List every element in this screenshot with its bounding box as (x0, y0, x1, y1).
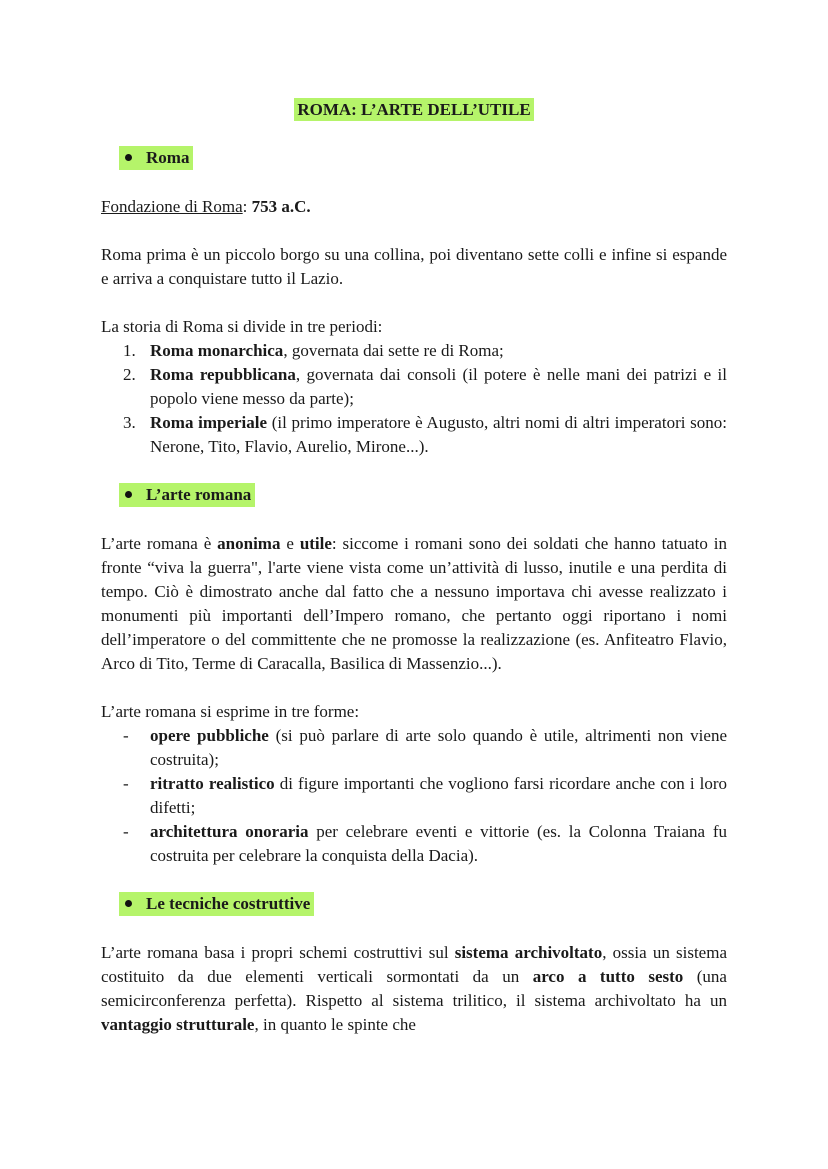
text-run: di figure importanti che vogliono farsi ricordare anche con i loro difetti; (150, 774, 727, 817)
bold-text: Roma repubblicana (150, 365, 296, 384)
text-run: per celebrare eventi e vittorie (es. la Colonna Traiana fu costruita per celebrare la conquista della Dacia). (150, 822, 727, 865)
text-run: (il primo imperatore è Augusto, altri nomi di altri imperatori sono: Nerone, Tito, Flavio, Aurelio, Mirone...). (150, 413, 727, 456)
section-heading-tecniche-costruttive: Le tecniche costruttive (119, 892, 727, 916)
list-item (101, 411, 727, 459)
list-marker: - (123, 726, 129, 745)
paragraph (101, 243, 727, 291)
foundation-label: Fondazione di Roma (101, 197, 243, 216)
periods-list (101, 339, 727, 459)
list-marker: - (123, 822, 129, 841)
bold-text: architettura onoraria (150, 822, 309, 841)
bullet-icon (125, 154, 132, 161)
document-title: ROMA: L’ARTE DELL’UTILE (101, 98, 727, 122)
text-run: , ossia un sistema costituito da due elementi verticali sormontati da un (101, 943, 727, 986)
bullet-icon (125, 900, 132, 907)
forms-list (101, 724, 727, 868)
bullet-icon (125, 491, 132, 498)
bold-text: utile (299, 534, 332, 553)
text-run: , in quanto le spinte che (254, 1015, 416, 1034)
list-item (101, 339, 727, 363)
bold-text: vantaggio strutturale (101, 1015, 255, 1034)
list-marker: 1. (123, 341, 136, 360)
text-run: e (280, 534, 300, 553)
bold-text: Roma imperiale (150, 413, 268, 432)
paragraph (101, 941, 727, 1037)
text-run: La storia di Roma si divide in tre periodi: (101, 317, 383, 336)
text-run: Roma prima è un piccolo borgo su una collina, poi diventano sette colli e infine si espande e arriva a conquistare tutto il Lazio. (101, 245, 727, 288)
text-run: L’arte romana basa i propri schemi costruttivi sul (101, 943, 455, 962)
list-marker: 2. (123, 365, 136, 384)
list-item (101, 820, 727, 868)
section-heading-roma: Roma (119, 146, 727, 170)
paragraph (101, 532, 727, 676)
foundation-date: 753 a.C. (251, 197, 311, 216)
list-marker: - (123, 774, 129, 793)
list-intro (101, 700, 727, 724)
bold-text: anonima (217, 534, 281, 553)
text-run: L’arte romana si esprime in tre forme: (101, 702, 360, 721)
bold-text: sistema archivoltato (454, 943, 603, 962)
list-item (101, 724, 727, 772)
text-run: L’arte romana è (101, 534, 218, 553)
foundation-line: Fondazione di Roma: 753 a.C. (101, 197, 311, 216)
text-run: , governata dai consoli (il potere è nelle mani dei patrizi e il popolo viene messo da parte); (150, 365, 727, 408)
bold-text: opere pubbliche (150, 726, 269, 745)
section-heading-arte-romana: L’arte romana (119, 483, 727, 507)
list-marker: 3. (123, 413, 136, 432)
list-item (101, 363, 727, 411)
bold-text: arco a tutto sesto (532, 967, 684, 986)
text-run: (una semicirconferenza perfetta). Rispetto al sistema trilitico, il sistema archivoltato ha un (101, 967, 727, 1010)
text-run: , governata dai sette re di Roma; (283, 341, 504, 360)
text-run: (si può parlare di arte solo quando è utile, altrimenti non viene costruita); (150, 726, 727, 769)
bold-text: Roma monarchica (150, 341, 284, 360)
bold-text: ritratto realistico (150, 774, 275, 793)
text-run: : siccome i romani sono dei soldati che hanno tatuato in fronte “viva la guerra", l'arte viene vista come un’attività di lusso, inutile e una perdita di tempo. Ciò è dimostrato anche dal fatto che a nessuno importava chi avesse realizzato i monumenti più importanti dell’Impero romano, che pertanto oggi riportano i nomi dell’imperatore o del committente che ne promosse la realizzazione (es. Anfiteatro Flavio, Arco di Tito, Terme di Caracalla, Basilica di Massenzio...). (101, 534, 728, 673)
list-intro (101, 315, 727, 339)
list-item (101, 772, 727, 820)
